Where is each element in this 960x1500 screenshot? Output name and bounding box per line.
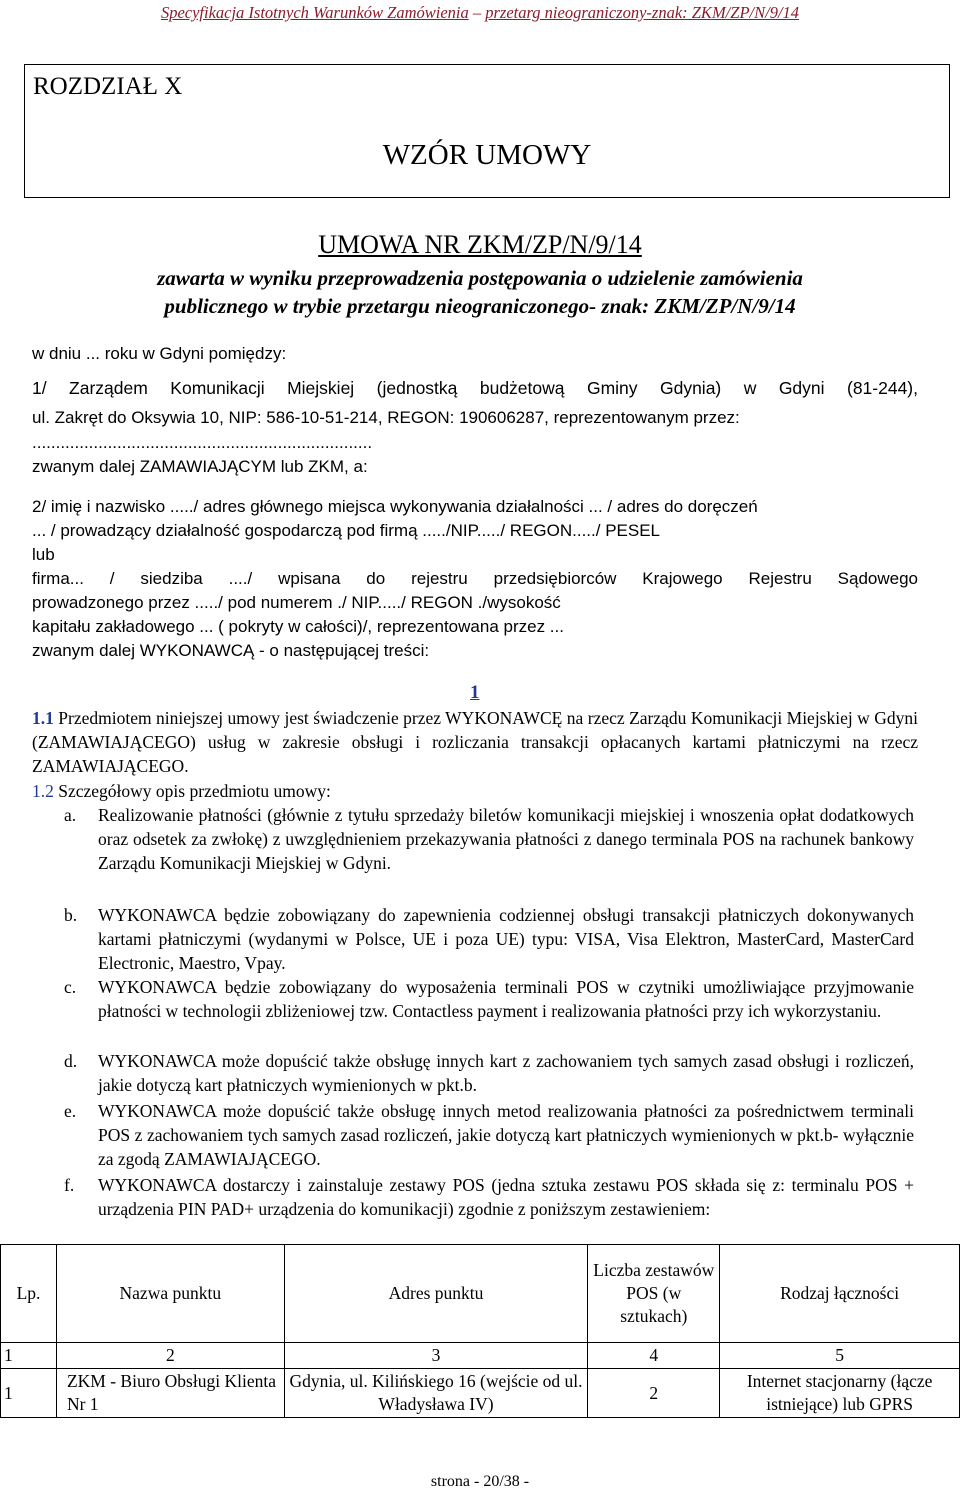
table-cell: Internet stacjonarny (łącze istniejące) lub GPRS xyxy=(720,1369,960,1418)
contract-subtitle-line1: zawarta w wyniku przeprowadzenia postępowania o udzielenie zamówienia xyxy=(157,266,803,290)
table-header-row xyxy=(1,1245,960,1343)
contract-date-line: w dniu ... roku w Gdyni pomiędzy: xyxy=(32,344,287,363)
table-row xyxy=(1,1369,960,1418)
party2-line4: firma... / siedziba ..../ wpisana do rejestru przedsiębiorców Krajowego Rejestru Sądowego xyxy=(32,569,918,588)
party2-line6: kapitału zakładowego ... ( pokryty w całości)/, reprezentowana przez ... xyxy=(32,617,564,636)
table-cell: 2 xyxy=(56,1343,284,1369)
list-item-letter: c. xyxy=(64,977,77,997)
table-cell: 1 xyxy=(1,1369,57,1418)
table-cell: 4 xyxy=(588,1343,720,1369)
table-cell: 3 xyxy=(284,1343,588,1369)
party1-line1: 1/ Zarządem Komunikacji Miejskiej (jednostką budżetową Gminy Gdynia) w Gdyni (81-244), xyxy=(32,378,918,398)
chapter-title: WZÓR UMOWY xyxy=(382,139,592,171)
list-item-letter: b. xyxy=(64,905,78,925)
header-title: Specyfikacja Istotnych Warunków Zamówienia xyxy=(160,3,469,22)
table-cell: 2 xyxy=(588,1369,720,1418)
contract-subtitle-line2: publicznego w trybie przetargu nieograniczonego- znak: ZKM/ZP/N/9/14 xyxy=(164,294,796,318)
list-item-text: WYKONAWCA dostarczy i zainstaluje zestawy POS (jedna sztuka zestawu POS składa się z: terminalu POS + urządzenia PIN PAD+ urządzenia do komunikacji) zgodnie z poniższym zestawieniem: xyxy=(98,1175,914,1220)
contract-title: UMOWA NR ZKM/ZP/N/9/14 xyxy=(318,230,642,259)
party2-alias: zwanym dalej WYKONAWCĄ - o następującej treści: xyxy=(32,641,430,660)
paragraph-1-2-number: 1.2 xyxy=(32,781,54,801)
list-item-text: WYKONAWCA będzie zobowiązany do zapewnienia codziennej obsługi transakcji płatniczych dokonywanych kartami płatniczymi (wydanymi w Polsce, UE i poza UE) typu: VISA, Visa Elektron, MasterCard, MasterCard Electronic, Maestro, Vpay. xyxy=(98,905,914,974)
list-item-letter: e. xyxy=(64,1101,77,1121)
table-header-cell: Rodzaj łączności xyxy=(720,1245,960,1343)
party2-line1: 2/ imię i nazwisko ...../ adres głównego miejsca wykonywania działalności ... / adres do doręczeń xyxy=(32,497,758,516)
party2-line5: prowadzonego przez ...../ pod numerem ./ NIP...../ REGON ./wysokość xyxy=(32,593,561,612)
page-number: strona - 20/38 - xyxy=(430,1473,530,1490)
table-header-cell: Liczba zestawów POS (w sztukach) xyxy=(588,1245,720,1343)
list-item-text: WYKONAWCA może dopuścić także obsługę innych metod realizowania płatności za pośrednictwem terminali POS z zachowaniem tych samych zasad rozliczeń, jakie dotyczą kart płatniczych wymienionych w pkt.b- wyłącznie za zgodą ZAMAWIAJĄCEGO. xyxy=(98,1101,914,1170)
header-reference: przetarg nieograniczony-znak: ZKM/ZP/N/9/14 xyxy=(485,3,800,22)
paragraph-1-1-text: Przedmiotem niniejszej umowy jest świadczenie przez WYKONAWCĘ na rzecz Zarządu Komunikacji Miejskiej w Gdyni (ZAMAWIAJĄCEGO) usług w zakresie obsługi i rozliczania transakcji opłacanych kartami płatniczymi na rzecz ZAMAWIAJĄCEGO. xyxy=(32,708,918,777)
party2-line2: ... / prowadzący działalność gospodarczą pod firmą ...../NIP...../ REGON...../ PESEL xyxy=(32,521,661,540)
list-item-letter: d. xyxy=(64,1051,78,1071)
party1-line2: ul. Zakręt do Oksywia 10, NIP: 586-10-51-214, REGON: 190606287, reprezentowanym przez: xyxy=(32,408,740,427)
list-item-text: WYKONAWCA może dopuścić także obsługę innych kart z zachowaniem tych samych zasad obsługi i rozliczeń, jakie dotyczą kart płatniczych wymienionych w pkt.b. xyxy=(98,1051,914,1096)
party1-alias: zwanym dalej ZAMAWIAJĄCYM lub ZKM, a: xyxy=(32,457,368,476)
table-number-row xyxy=(1,1343,960,1369)
paragraph-1-1-number: 1.1 xyxy=(32,708,54,728)
chapter-label: ROZDZIAŁ X xyxy=(33,73,183,100)
list-item-text: WYKONAWCA będzie zobowiązany do wyposażenia terminali POS w czytniki umożliwiające przyjmowanie płatności w technologii zbliżeniowej tzw. Contactless payment i realizowania płatności przy ich wykorzystaniu. xyxy=(98,977,914,1022)
table-header-cell: Lp. xyxy=(1,1245,57,1343)
table-cell: 1 xyxy=(1,1343,57,1369)
paragraph-1-2 xyxy=(32,779,918,803)
section-number: 1 xyxy=(470,682,480,703)
table-header-cell: Nazwa punktu xyxy=(56,1245,284,1343)
table-header-cell: Adres punktu xyxy=(284,1245,588,1343)
list-item-text: Realizowanie płatności (głównie z tytułu sprzedaży biletów komunikacji miejskiej i wnoszenia opłat dodatkowych oraz odsetek za zwłokę) z uwzględnieniem przekazywania płatności z danego terminala POS na rachunek bankowy Zarządu Komunikacji Miejskiej w Gdyni. xyxy=(98,805,914,874)
party1-representative: ........................................................................ xyxy=(32,433,373,452)
list-item-letter: a. xyxy=(64,805,77,825)
pos-points-table xyxy=(0,1244,960,1418)
page-header: Specyfikacja Istotnych Warunków Zamówienia – przetarg nieograniczony-znak: ZKM/ZP/N/9/14 xyxy=(160,3,800,22)
table-cell: ZKM - Biuro Obsługi Klienta Nr 1 xyxy=(56,1369,284,1418)
list-item-letter: f. xyxy=(64,1175,75,1195)
party2-line3: lub xyxy=(32,545,55,564)
paragraph-1-1 xyxy=(32,706,918,779)
paragraph-1-2-text: Szczegółowy opis przedmiotu umowy: xyxy=(53,781,331,801)
table-cell: Gdynia, ul. Kilińskiego 16 (wejście od ul. Władysława IV) xyxy=(284,1369,588,1418)
table-cell: 5 xyxy=(720,1343,960,1369)
chapter-box xyxy=(24,64,950,198)
